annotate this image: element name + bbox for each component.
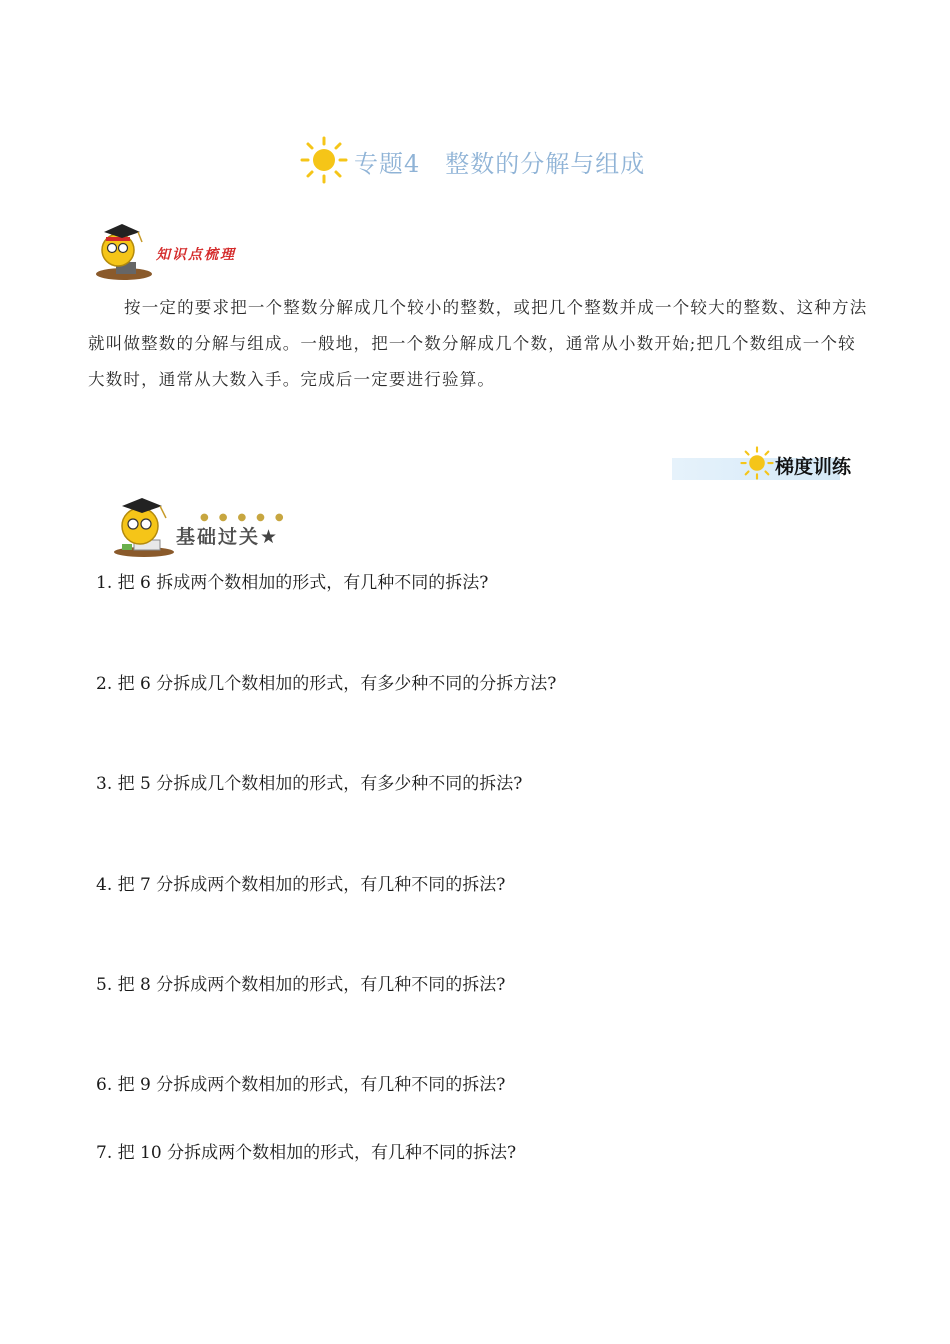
decorative-dots: ●●●●● — [200, 512, 294, 523]
question-1: 1. 把 6 拆成两个数相加的形式，有几种不同的拆法? — [96, 573, 489, 593]
sun-icon — [300, 136, 348, 184]
knowledge-body: 按一定的要求把一个整数分解成几个较小的整数，或把几个整数并成一个较大的整数、这种方法就叫做整数的分解与组成。一般地，把一个数分解成几个数，通常从小数开始;把几个数组成一个较大数时，通常从大数入手。完成后一定要进行验算。 — [88, 298, 868, 389]
gradient-training-label: 梯度训练 — [775, 456, 852, 478]
question-5: 5. 把 8 分拆成两个数相加的形式，有几种不同的拆法? — [96, 975, 506, 995]
basic-section-label: 基础过关★ — [176, 526, 280, 548]
sun-icon — [740, 446, 774, 480]
question-6: 6. 把 9 分拆成两个数相加的形式，有几种不同的拆法? — [96, 1075, 506, 1095]
page-title-block — [300, 136, 680, 184]
page-title: 专题4 整数的分解与组成 — [354, 150, 646, 178]
question-3: 3. 把 5 分拆成几个数相加的形式，有多少种不同的拆法? — [96, 774, 523, 794]
knowledge-label: 知识点梳理 — [156, 247, 236, 263]
star-icon: ★ — [260, 526, 280, 548]
scholar-mascot-icon — [92, 218, 156, 282]
question-2: 2. 把 6 分拆成几个数相加的形式，有多少种不同的分拆方法? — [96, 674, 557, 694]
scholar-mascot-icon — [108, 490, 178, 560]
question-7: 7. 把 10 分拆成两个数相加的形式，有几种不同的拆法? — [96, 1143, 517, 1163]
question-4: 4. 把 7 分拆成两个数相加的形式，有几种不同的拆法? — [96, 875, 506, 895]
